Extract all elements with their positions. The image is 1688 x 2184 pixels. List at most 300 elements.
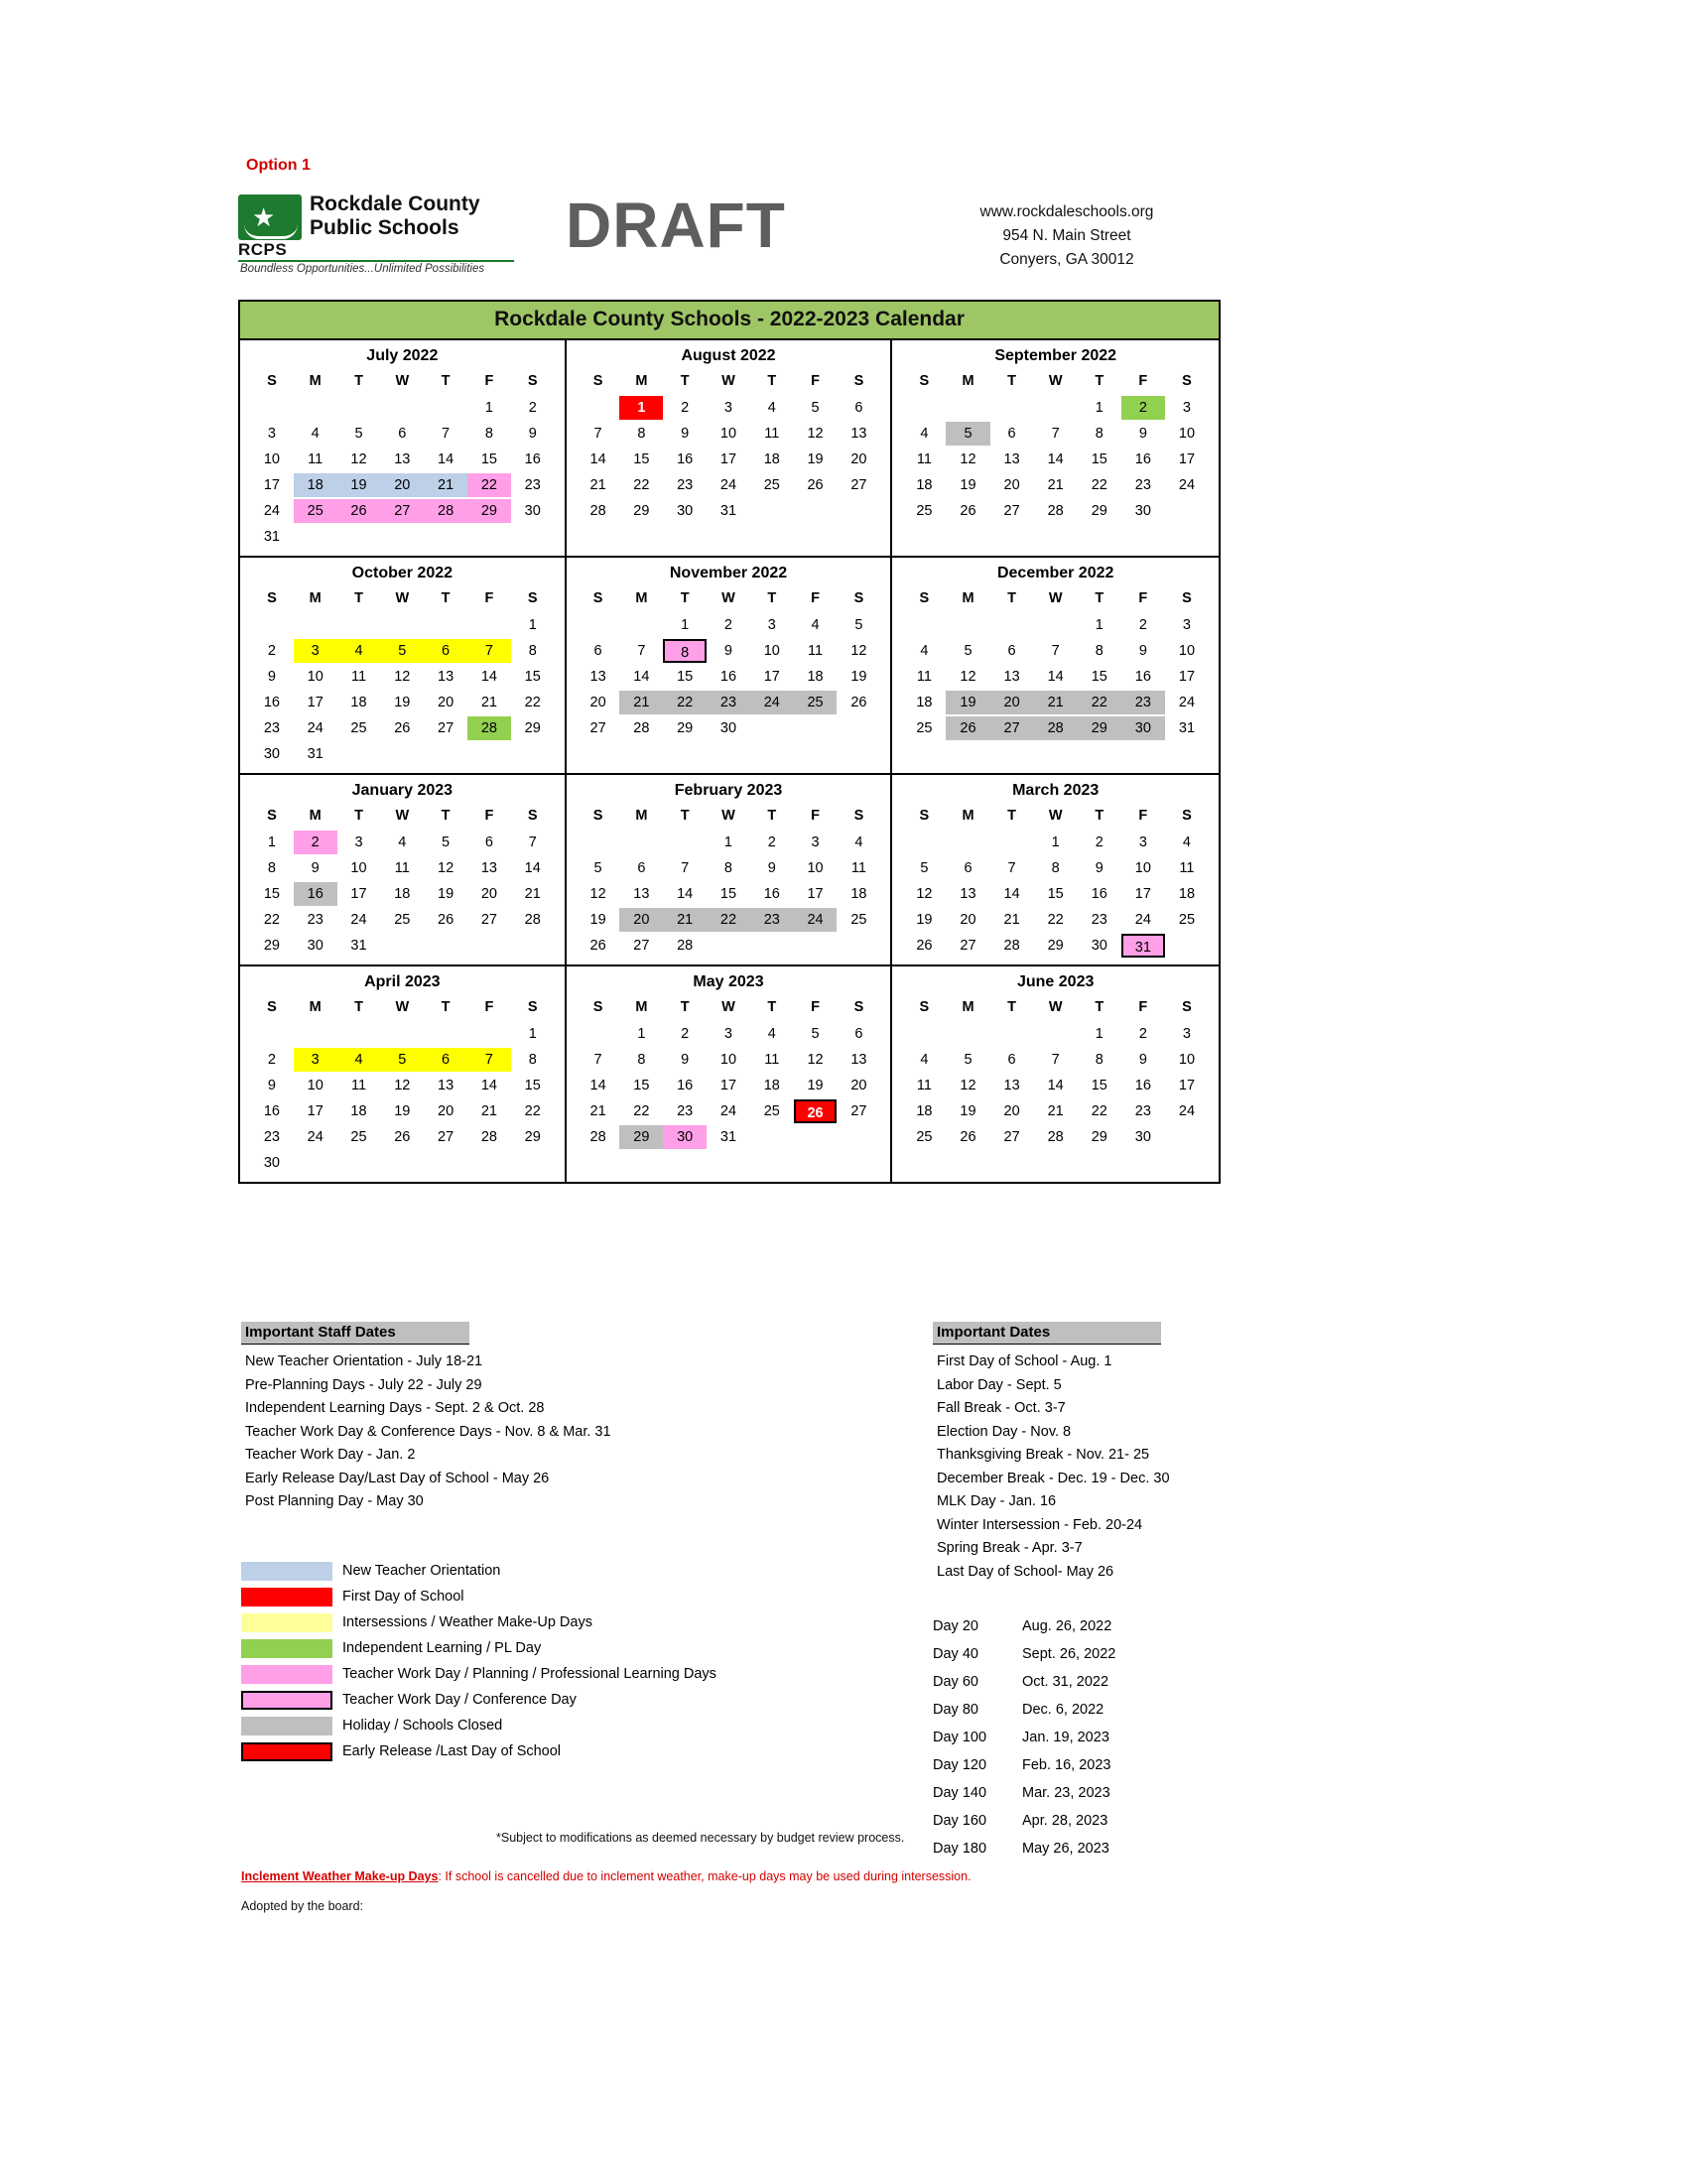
day-cell[interactable] — [837, 1047, 880, 1073]
day-cell[interactable] — [294, 1124, 337, 1150]
day-cell[interactable] — [1121, 1021, 1165, 1047]
day-cell[interactable] — [663, 855, 707, 881]
day-cell[interactable] — [250, 1124, 294, 1150]
day-cell[interactable] — [946, 715, 989, 741]
day-cell[interactable] — [794, 1073, 838, 1098]
day-cell[interactable] — [946, 855, 989, 881]
day-cell[interactable] — [837, 612, 880, 638]
day-cell[interactable] — [946, 907, 989, 933]
day-cell[interactable] — [837, 881, 880, 907]
day-cell[interactable] — [707, 447, 750, 472]
day-cell[interactable] — [946, 664, 989, 690]
day-cell[interactable] — [467, 907, 511, 933]
day-cell[interactable] — [294, 421, 337, 447]
day-cell[interactable] — [467, 498, 511, 524]
day-cell[interactable] — [424, 881, 467, 907]
day-cell[interactable] — [1034, 881, 1078, 907]
day-cell[interactable] — [294, 830, 337, 855]
day-cell[interactable] — [380, 1073, 424, 1098]
day-cell[interactable] — [707, 715, 750, 741]
day-cell[interactable] — [294, 933, 337, 959]
day-cell[interactable] — [250, 1150, 294, 1176]
day-cell[interactable] — [837, 907, 880, 933]
day-cell[interactable] — [1165, 715, 1209, 741]
day-cell[interactable] — [902, 1047, 946, 1073]
day-cell[interactable] — [707, 881, 750, 907]
day-cell[interactable] — [250, 664, 294, 690]
day-cell[interactable] — [337, 1124, 381, 1150]
day-cell[interactable] — [619, 690, 663, 715]
day-cell[interactable] — [511, 830, 555, 855]
day-cell[interactable] — [946, 933, 989, 959]
day-cell[interactable] — [380, 421, 424, 447]
day-cell[interactable] — [467, 1073, 511, 1098]
day-cell[interactable] — [467, 664, 511, 690]
day-cell[interactable] — [250, 715, 294, 741]
day-cell[interactable] — [577, 638, 620, 664]
day-cell[interactable] — [1034, 715, 1078, 741]
day-cell[interactable] — [794, 881, 838, 907]
day-cell[interactable] — [424, 447, 467, 472]
day-cell[interactable] — [250, 524, 294, 550]
day-cell[interactable] — [467, 1047, 511, 1073]
day-cell[interactable] — [1078, 638, 1121, 664]
day-cell[interactable] — [577, 1124, 620, 1150]
day-cell[interactable] — [380, 447, 424, 472]
day-cell[interactable] — [619, 1021, 663, 1047]
day-cell[interactable] — [619, 1073, 663, 1098]
day-cell[interactable] — [294, 690, 337, 715]
day-cell[interactable] — [990, 881, 1034, 907]
day-cell[interactable] — [707, 638, 750, 664]
day-cell[interactable] — [794, 855, 838, 881]
day-cell[interactable] — [619, 447, 663, 472]
day-cell[interactable] — [946, 421, 989, 447]
day-cell[interactable] — [337, 933, 381, 959]
day-cell[interactable] — [990, 1124, 1034, 1150]
day-cell[interactable] — [837, 855, 880, 881]
day-cell[interactable] — [990, 933, 1034, 959]
day-cell[interactable] — [337, 881, 381, 907]
day-cell[interactable] — [1078, 1098, 1121, 1124]
day-cell[interactable] — [577, 1073, 620, 1098]
day-cell[interactable] — [902, 472, 946, 498]
day-cell[interactable] — [511, 664, 555, 690]
day-cell[interactable] — [577, 447, 620, 472]
day-cell[interactable] — [1034, 690, 1078, 715]
day-cell[interactable] — [250, 498, 294, 524]
day-cell[interactable] — [511, 498, 555, 524]
day-cell[interactable] — [1078, 447, 1121, 472]
day-cell[interactable] — [619, 1098, 663, 1124]
day-cell[interactable] — [1034, 933, 1078, 959]
day-cell[interactable] — [250, 472, 294, 498]
day-cell[interactable] — [1165, 447, 1209, 472]
day-cell[interactable] — [707, 1073, 750, 1098]
day-cell[interactable] — [294, 498, 337, 524]
day-cell[interactable] — [619, 1124, 663, 1150]
day-cell[interactable] — [663, 395, 707, 421]
day-cell[interactable] — [467, 395, 511, 421]
day-cell[interactable] — [990, 664, 1034, 690]
day-cell[interactable] — [750, 690, 794, 715]
day-cell[interactable] — [511, 855, 555, 881]
day-cell[interactable] — [577, 421, 620, 447]
day-cell[interactable] — [337, 472, 381, 498]
day-cell[interactable] — [511, 421, 555, 447]
day-cell[interactable] — [794, 830, 838, 855]
day-cell[interactable] — [619, 498, 663, 524]
day-cell[interactable] — [1078, 421, 1121, 447]
day-cell[interactable] — [837, 421, 880, 447]
day-cell[interactable] — [946, 1098, 989, 1124]
day-cell[interactable] — [946, 638, 989, 664]
day-cell[interactable] — [337, 690, 381, 715]
day-cell[interactable] — [794, 907, 838, 933]
day-cell[interactable] — [946, 881, 989, 907]
day-cell[interactable] — [294, 855, 337, 881]
day-cell[interactable] — [250, 421, 294, 447]
day-cell[interactable] — [1165, 1098, 1209, 1124]
day-cell[interactable] — [750, 612, 794, 638]
day-cell[interactable] — [1121, 498, 1165, 524]
day-cell[interactable] — [990, 1073, 1034, 1098]
day-cell[interactable] — [794, 664, 838, 690]
day-cell[interactable] — [837, 1021, 880, 1047]
day-cell[interactable] — [750, 638, 794, 664]
day-cell[interactable] — [467, 715, 511, 741]
day-cell[interactable] — [794, 612, 838, 638]
day-cell[interactable] — [707, 1124, 750, 1150]
day-cell[interactable] — [707, 907, 750, 933]
day-cell[interactable] — [1078, 1021, 1121, 1047]
day-cell[interactable] — [663, 1047, 707, 1073]
day-cell[interactable] — [1078, 690, 1121, 715]
day-cell[interactable] — [990, 855, 1034, 881]
day-cell[interactable] — [663, 1098, 707, 1124]
day-cell[interactable] — [424, 498, 467, 524]
day-cell[interactable] — [663, 612, 707, 638]
day-cell[interactable] — [337, 907, 381, 933]
day-cell[interactable] — [1165, 472, 1209, 498]
day-cell[interactable] — [1121, 907, 1165, 933]
day-cell[interactable] — [663, 690, 707, 715]
day-cell[interactable] — [337, 498, 381, 524]
day-cell[interactable] — [750, 447, 794, 472]
day-cell[interactable] — [619, 472, 663, 498]
day-cell[interactable] — [902, 1098, 946, 1124]
day-cell[interactable] — [663, 1021, 707, 1047]
day-cell[interactable] — [511, 1073, 555, 1098]
day-cell[interactable] — [1034, 472, 1078, 498]
day-cell[interactable] — [1078, 498, 1121, 524]
day-cell[interactable] — [294, 664, 337, 690]
day-cell[interactable] — [902, 1073, 946, 1098]
day-cell[interactable] — [1121, 855, 1165, 881]
day-cell[interactable] — [946, 1047, 989, 1073]
day-cell[interactable] — [837, 664, 880, 690]
day-cell[interactable] — [1165, 612, 1209, 638]
day-cell[interactable] — [750, 855, 794, 881]
day-cell[interactable] — [794, 395, 838, 421]
day-cell[interactable] — [294, 741, 337, 767]
day-cell[interactable] — [1078, 395, 1121, 421]
day-cell[interactable] — [1034, 421, 1078, 447]
day-cell[interactable] — [837, 1098, 880, 1124]
day-cell[interactable] — [1165, 638, 1209, 664]
day-cell[interactable] — [990, 907, 1034, 933]
day-cell[interactable] — [663, 715, 707, 741]
day-cell[interactable] — [1165, 664, 1209, 690]
day-cell[interactable] — [663, 1124, 707, 1150]
day-cell[interactable] — [990, 1098, 1034, 1124]
day-cell[interactable] — [750, 907, 794, 933]
day-cell[interactable] — [1121, 881, 1165, 907]
day-cell[interactable] — [380, 855, 424, 881]
day-cell[interactable] — [1078, 612, 1121, 638]
day-cell[interactable] — [467, 855, 511, 881]
day-cell[interactable] — [794, 1021, 838, 1047]
day-cell[interactable] — [707, 855, 750, 881]
day-cell[interactable] — [467, 447, 511, 472]
day-cell[interactable] — [380, 638, 424, 664]
day-cell[interactable] — [250, 1047, 294, 1073]
day-cell[interactable] — [511, 1047, 555, 1073]
day-cell[interactable] — [337, 421, 381, 447]
day-cell[interactable] — [294, 447, 337, 472]
day-cell[interactable] — [577, 498, 620, 524]
day-cell[interactable] — [1078, 1047, 1121, 1073]
day-cell[interactable] — [337, 715, 381, 741]
day-cell[interactable] — [990, 690, 1034, 715]
day-cell[interactable] — [1121, 830, 1165, 855]
day-cell[interactable] — [837, 1073, 880, 1098]
day-cell[interactable] — [1078, 933, 1121, 959]
day-cell[interactable] — [380, 1098, 424, 1124]
day-cell[interactable] — [424, 638, 467, 664]
day-cell[interactable] — [1165, 690, 1209, 715]
day-cell[interactable] — [902, 1124, 946, 1150]
day-cell[interactable] — [511, 447, 555, 472]
day-cell[interactable] — [250, 830, 294, 855]
day-cell[interactable] — [511, 715, 555, 741]
day-cell[interactable] — [707, 498, 750, 524]
day-cell[interactable] — [577, 690, 620, 715]
day-cell[interactable] — [663, 907, 707, 933]
day-cell[interactable] — [902, 881, 946, 907]
day-cell[interactable] — [794, 447, 838, 472]
day-cell[interactable] — [577, 1047, 620, 1073]
day-cell[interactable] — [837, 447, 880, 472]
day-cell[interactable] — [577, 855, 620, 881]
day-cell[interactable] — [1078, 881, 1121, 907]
day-cell[interactable] — [1121, 664, 1165, 690]
day-cell[interactable] — [250, 855, 294, 881]
day-cell[interactable] — [294, 638, 337, 664]
day-cell[interactable] — [337, 638, 381, 664]
day-cell[interactable] — [424, 855, 467, 881]
day-cell[interactable] — [707, 472, 750, 498]
day-cell[interactable] — [511, 907, 555, 933]
day-cell[interactable] — [902, 447, 946, 472]
day-cell[interactable] — [1165, 1021, 1209, 1047]
day-cell[interactable] — [794, 690, 838, 715]
day-cell[interactable] — [707, 395, 750, 421]
day-cell[interactable] — [467, 690, 511, 715]
day-cell[interactable] — [750, 421, 794, 447]
day-cell[interactable] — [380, 664, 424, 690]
day-cell[interactable] — [990, 1047, 1034, 1073]
day-cell[interactable] — [294, 1098, 337, 1124]
day-cell[interactable] — [707, 690, 750, 715]
day-cell[interactable] — [946, 1073, 989, 1098]
day-cell[interactable] — [424, 907, 467, 933]
day-cell[interactable] — [750, 395, 794, 421]
day-cell[interactable] — [511, 395, 555, 421]
day-cell[interactable] — [1034, 907, 1078, 933]
day-cell[interactable] — [902, 855, 946, 881]
day-cell[interactable] — [250, 1098, 294, 1124]
day-cell[interactable] — [946, 498, 989, 524]
day-cell[interactable] — [250, 1073, 294, 1098]
day-cell[interactable] — [250, 881, 294, 907]
day-cell[interactable] — [1121, 638, 1165, 664]
day-cell[interactable] — [1121, 395, 1165, 421]
day-cell[interactable] — [619, 638, 663, 664]
day-cell[interactable] — [1165, 907, 1209, 933]
day-cell[interactable] — [619, 395, 663, 421]
day-cell[interactable] — [619, 881, 663, 907]
day-cell[interactable] — [511, 1021, 555, 1047]
day-cell[interactable] — [1121, 612, 1165, 638]
day-cell[interactable] — [837, 638, 880, 664]
day-cell[interactable] — [1034, 664, 1078, 690]
day-cell[interactable] — [902, 690, 946, 715]
day-cell[interactable] — [1034, 1073, 1078, 1098]
day-cell[interactable] — [902, 933, 946, 959]
day-cell[interactable] — [1121, 472, 1165, 498]
day-cell[interactable] — [380, 881, 424, 907]
day-cell[interactable] — [577, 881, 620, 907]
day-cell[interactable] — [511, 690, 555, 715]
day-cell[interactable] — [577, 472, 620, 498]
day-cell[interactable] — [380, 1124, 424, 1150]
day-cell[interactable] — [750, 830, 794, 855]
day-cell[interactable] — [577, 715, 620, 741]
day-cell[interactable] — [619, 933, 663, 959]
day-cell[interactable] — [1034, 447, 1078, 472]
day-cell[interactable] — [707, 612, 750, 638]
day-cell[interactable] — [1034, 498, 1078, 524]
day-cell[interactable] — [946, 1124, 989, 1150]
day-cell[interactable] — [990, 472, 1034, 498]
day-cell[interactable] — [902, 421, 946, 447]
day-cell[interactable] — [424, 1047, 467, 1073]
day-cell[interactable] — [663, 498, 707, 524]
day-cell[interactable] — [511, 1124, 555, 1150]
day-cell[interactable] — [337, 1098, 381, 1124]
day-cell[interactable] — [1121, 1098, 1165, 1124]
day-cell[interactable] — [1078, 1073, 1121, 1098]
day-cell[interactable] — [946, 472, 989, 498]
day-cell[interactable] — [1121, 715, 1165, 741]
day-cell[interactable] — [990, 421, 1034, 447]
day-cell[interactable] — [294, 1047, 337, 1073]
day-cell[interactable] — [380, 1047, 424, 1073]
day-cell[interactable] — [1121, 933, 1165, 959]
day-cell[interactable] — [902, 907, 946, 933]
day-cell[interactable] — [663, 638, 707, 664]
day-cell[interactable] — [424, 690, 467, 715]
day-cell[interactable] — [750, 472, 794, 498]
day-cell[interactable] — [1165, 881, 1209, 907]
day-cell[interactable] — [467, 472, 511, 498]
day-cell[interactable] — [424, 1073, 467, 1098]
day-cell[interactable] — [619, 664, 663, 690]
day-cell[interactable] — [1121, 690, 1165, 715]
day-cell[interactable] — [467, 881, 511, 907]
day-cell[interactable] — [663, 933, 707, 959]
day-cell[interactable] — [902, 664, 946, 690]
day-cell[interactable] — [1165, 855, 1209, 881]
day-cell[interactable] — [1034, 830, 1078, 855]
day-cell[interactable] — [990, 447, 1034, 472]
day-cell[interactable] — [424, 472, 467, 498]
day-cell[interactable] — [577, 933, 620, 959]
day-cell[interactable] — [750, 1073, 794, 1098]
day-cell[interactable] — [750, 664, 794, 690]
day-cell[interactable] — [1078, 1124, 1121, 1150]
day-cell[interactable] — [467, 1098, 511, 1124]
day-cell[interactable] — [619, 715, 663, 741]
day-cell[interactable] — [750, 1098, 794, 1124]
day-cell[interactable] — [1165, 1073, 1209, 1098]
day-cell[interactable] — [707, 664, 750, 690]
day-cell[interactable] — [990, 715, 1034, 741]
day-cell[interactable] — [794, 421, 838, 447]
day-cell[interactable] — [294, 881, 337, 907]
day-cell[interactable] — [707, 830, 750, 855]
day-cell[interactable] — [250, 447, 294, 472]
day-cell[interactable] — [794, 472, 838, 498]
day-cell[interactable] — [380, 715, 424, 741]
day-cell[interactable] — [1121, 447, 1165, 472]
day-cell[interactable] — [707, 1021, 750, 1047]
day-cell[interactable] — [424, 1124, 467, 1150]
day-cell[interactable] — [511, 881, 555, 907]
day-cell[interactable] — [1034, 1124, 1078, 1150]
day-cell[interactable] — [990, 638, 1034, 664]
day-cell[interactable] — [1165, 421, 1209, 447]
day-cell[interactable] — [837, 472, 880, 498]
day-cell[interactable] — [707, 421, 750, 447]
day-cell[interactable] — [619, 421, 663, 447]
day-cell[interactable] — [250, 907, 294, 933]
day-cell[interactable] — [1165, 1047, 1209, 1073]
day-cell[interactable] — [1165, 395, 1209, 421]
day-cell[interactable] — [294, 715, 337, 741]
day-cell[interactable] — [380, 472, 424, 498]
day-cell[interactable] — [250, 638, 294, 664]
day-cell[interactable] — [794, 1098, 838, 1124]
day-cell[interactable] — [837, 830, 880, 855]
day-cell[interactable] — [511, 612, 555, 638]
day-cell[interactable] — [337, 855, 381, 881]
day-cell[interactable] — [577, 907, 620, 933]
day-cell[interactable] — [577, 664, 620, 690]
day-cell[interactable] — [424, 830, 467, 855]
day-cell[interactable] — [250, 933, 294, 959]
